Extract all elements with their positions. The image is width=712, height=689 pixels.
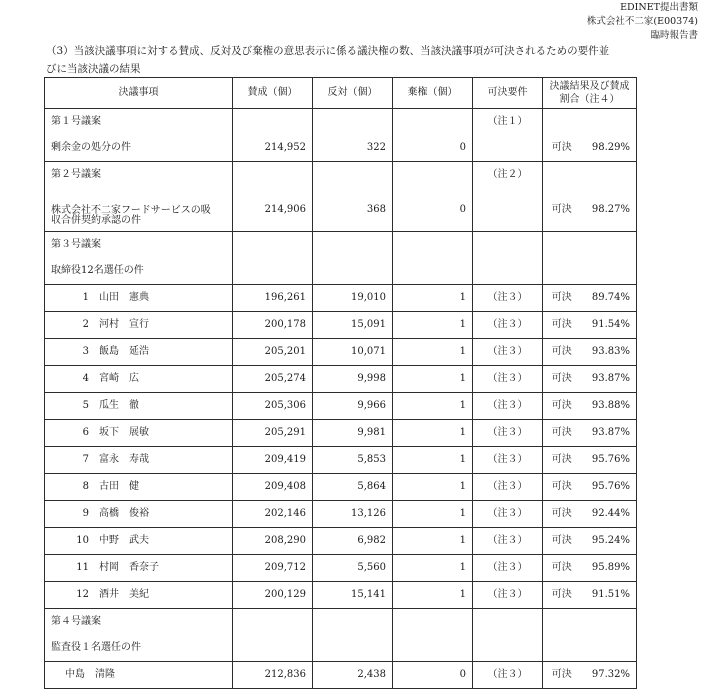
candidate-number: 11 <box>76 562 89 573</box>
candidate-cell <box>45 447 233 474</box>
candidate-cell <box>45 582 233 609</box>
candidate-result: 可決 <box>543 420 581 447</box>
candidate-against: 6,982 <box>313 528 393 555</box>
candidate-against: 5,560 <box>313 555 393 582</box>
proposal-1-for: 214,952 <box>233 135 313 162</box>
candidate-result: 可決 <box>543 339 581 366</box>
candidate-result: 可決 <box>543 393 581 420</box>
candidate-requirement: （注３） <box>473 582 543 609</box>
auditor-candidate-against: 2,438 <box>313 662 393 689</box>
proposal-3-label-row <box>45 232 637 259</box>
director-candidate-row <box>45 555 637 582</box>
candidate-cell <box>45 393 233 420</box>
candidate-for: 196,261 <box>233 285 313 312</box>
header-company: 株式会社不二家(E00374) <box>586 16 698 27</box>
candidate-abstain: 1 <box>393 420 473 447</box>
candidate-requirement: （注３） <box>473 420 543 447</box>
candidate-number: 12 <box>76 589 89 600</box>
header-abstain: 棄権（個） <box>393 78 473 109</box>
candidate-name: 坂下 展敏 <box>99 427 149 438</box>
candidate-for: 209,419 <box>233 447 313 474</box>
candidate-requirement: （注３） <box>473 366 543 393</box>
proposal-4-title: 監査役１名選任の件 <box>45 635 233 662</box>
candidate-pct: 93.87% <box>581 420 637 447</box>
candidate-result: 可決 <box>543 366 581 393</box>
candidate-for: 209,712 <box>233 555 313 582</box>
candidate-name: 村岡 香奈子 <box>99 562 159 573</box>
candidate-name: 河村 宣行 <box>99 319 149 330</box>
candidate-requirement: （注３） <box>473 528 543 555</box>
auditor-candidate-row <box>45 662 637 689</box>
candidate-abstain: 1 <box>393 339 473 366</box>
candidate-abstain: 1 <box>393 312 473 339</box>
candidate-result: 可決 <box>543 501 581 528</box>
candidate-pct: 93.87% <box>581 366 637 393</box>
header-against: 反対（個） <box>313 78 393 109</box>
voting-results-table <box>44 77 637 689</box>
candidate-cell <box>45 420 233 447</box>
auditor-candidate-result: 可決 <box>543 662 581 689</box>
candidate-cell <box>45 366 233 393</box>
candidate-for: 208,290 <box>233 528 313 555</box>
candidate-number: 10 <box>76 535 89 546</box>
candidate-result: 可決 <box>543 582 581 609</box>
candidate-abstain: 1 <box>393 447 473 474</box>
candidate-for: 205,291 <box>233 420 313 447</box>
candidate-abstain: 1 <box>393 501 473 528</box>
header-item: 決議事項 <box>45 78 233 109</box>
candidate-against: 5,864 <box>313 474 393 501</box>
header-result-line1: 決議結果及び賛成 <box>549 80 630 92</box>
proposal-2-title <box>45 188 233 232</box>
proposal-2-title-line1: 株式会社不二家フードサービスの吸 <box>51 205 211 216</box>
candidate-cell <box>45 312 233 339</box>
candidate-requirement: （注３） <box>473 501 543 528</box>
section-heading: （3）当該決議事項に対する賛成、反対及び棄権の意思表示に係る議決権の数、当該決議事項が可決されるための要件並 <box>46 45 610 57</box>
candidate-pct: 92.44% <box>581 501 637 528</box>
candidate-cell <box>45 555 233 582</box>
candidate-against: 15,091 <box>313 312 393 339</box>
candidate-against: 10,071 <box>313 339 393 366</box>
candidate-requirement: （注３） <box>473 393 543 420</box>
candidate-name: 宮崎 広 <box>99 373 139 384</box>
candidate-name: 中野 武夫 <box>99 535 149 546</box>
candidate-pct: 95.24% <box>581 528 637 555</box>
director-candidate-row <box>45 528 637 555</box>
candidate-cell <box>45 339 233 366</box>
candidate-against: 9,966 <box>313 393 393 420</box>
section-heading-cont: びに当該決議の結果 <box>46 63 141 75</box>
header-for: 賛成（個） <box>233 78 313 109</box>
candidate-for: 209,408 <box>233 474 313 501</box>
proposal-2-label-row <box>45 162 637 189</box>
candidate-cell <box>45 528 233 555</box>
header-requirement: 可決要件 <box>473 78 543 109</box>
candidate-for: 200,178 <box>233 312 313 339</box>
proposal-3-title-row <box>45 258 637 285</box>
candidate-abstain: 1 <box>393 528 473 555</box>
proposal-3-label: 第３号議案 <box>45 232 233 259</box>
proposal-2-row <box>45 188 637 232</box>
candidate-result: 可決 <box>543 447 581 474</box>
candidate-name: 高橋 俊裕 <box>99 508 149 519</box>
director-candidate-row <box>45 393 637 420</box>
candidate-result: 可決 <box>543 285 581 312</box>
proposal-2-title-line2: 収合併契約承認の件 <box>51 215 141 226</box>
auditor-candidate-name: 中島 清隆 <box>45 662 233 689</box>
director-candidate-row <box>45 582 637 609</box>
candidate-pct: 91.54% <box>581 312 637 339</box>
candidate-against: 9,981 <box>313 420 393 447</box>
header-result <box>543 78 637 109</box>
header-edinet-label: EDINET提出書類 <box>620 2 698 13</box>
candidate-number: 5 <box>82 400 89 411</box>
candidate-pct: 91.51% <box>581 582 637 609</box>
director-candidate-row <box>45 312 637 339</box>
candidate-for: 205,201 <box>233 339 313 366</box>
candidate-abstain: 1 <box>393 393 473 420</box>
candidate-name: 山田 憲典 <box>99 292 149 303</box>
proposal-2-result: 可決 <box>543 188 581 232</box>
candidate-abstain: 1 <box>393 366 473 393</box>
candidate-number: 4 <box>82 373 89 384</box>
candidate-requirement: （注３） <box>473 474 543 501</box>
candidate-pct: 95.89% <box>581 555 637 582</box>
candidate-for: 202,146 <box>233 501 313 528</box>
candidate-against: 19,010 <box>313 285 393 312</box>
auditor-candidate-requirement: （注３） <box>473 662 543 689</box>
director-candidate-row <box>45 366 637 393</box>
candidate-abstain: 1 <box>393 285 473 312</box>
candidate-cell <box>45 285 233 312</box>
candidate-against: 9,998 <box>313 366 393 393</box>
proposal-2-pct: 98.27% <box>581 188 637 232</box>
candidate-pct: 93.83% <box>581 339 637 366</box>
candidate-result: 可決 <box>543 312 581 339</box>
proposal-4-label: 第４号議案 <box>45 609 233 636</box>
candidate-result: 可決 <box>543 555 581 582</box>
proposal-1-row <box>45 135 637 162</box>
proposal-1-label: 第１号議案 <box>45 109 233 136</box>
candidate-number: 7 <box>82 454 89 465</box>
candidate-requirement: （注３） <box>473 555 543 582</box>
candidate-pct: 95.76% <box>581 474 637 501</box>
proposal-4-title-row <box>45 635 637 662</box>
candidate-name: 古田 健 <box>99 481 139 492</box>
proposal-3-title: 取締役12名選任の件 <box>45 258 233 285</box>
director-candidate-row <box>45 339 637 366</box>
candidate-number: 6 <box>82 427 89 438</box>
proposal-1-title: 剰余金の処分の件 <box>45 135 233 162</box>
candidate-number: 2 <box>82 319 89 330</box>
candidate-name: 酒井 美紀 <box>99 589 149 600</box>
proposal-2-abstain: 0 <box>393 188 473 232</box>
candidate-number: 8 <box>82 481 89 492</box>
candidate-requirement: （注３） <box>473 285 543 312</box>
table-header-row <box>45 78 637 109</box>
candidate-pct: 95.76% <box>581 447 637 474</box>
candidate-requirement: （注３） <box>473 339 543 366</box>
director-candidate-row <box>45 501 637 528</box>
proposal-1-abstain: 0 <box>393 135 473 162</box>
candidate-against: 5,853 <box>313 447 393 474</box>
proposal-2-against: 368 <box>313 188 393 232</box>
candidate-abstain: 1 <box>393 582 473 609</box>
director-candidate-row <box>45 420 637 447</box>
proposal-2-requirement: （注２） <box>473 162 543 232</box>
candidate-result: 可決 <box>543 474 581 501</box>
proposal-1-pct: 98.29% <box>581 135 637 162</box>
candidate-cell <box>45 501 233 528</box>
candidate-requirement: （注３） <box>473 312 543 339</box>
director-candidate-row <box>45 285 637 312</box>
proposal-1-against: 322 <box>313 135 393 162</box>
candidate-cell <box>45 474 233 501</box>
auditor-candidate-pct: 97.32% <box>581 662 637 689</box>
candidate-name: 富永 寿哉 <box>99 454 149 465</box>
director-candidate-row <box>45 474 637 501</box>
director-candidates <box>45 285 637 609</box>
proposal-1-label-row <box>45 109 637 136</box>
candidate-for: 200,129 <box>233 582 313 609</box>
candidate-result: 可決 <box>543 528 581 555</box>
director-candidate-row <box>45 447 637 474</box>
proposal-1-requirement: （注１） <box>473 109 543 162</box>
auditor-candidate-abstain: 0 <box>393 662 473 689</box>
proposal-4-label-row <box>45 609 637 636</box>
candidate-name: 飯島 延浩 <box>99 346 149 357</box>
candidate-against: 15,141 <box>313 582 393 609</box>
candidate-name: 瓜生 徹 <box>99 400 139 411</box>
candidate-against: 13,126 <box>313 501 393 528</box>
header-report-type: 臨時報告書 <box>650 30 698 41</box>
candidate-pct: 89.74% <box>581 285 637 312</box>
proposal-1-result: 可決 <box>543 135 581 162</box>
candidate-number: 1 <box>82 292 89 303</box>
header-result-line2: 割合（注４） <box>559 94 620 105</box>
candidate-for: 205,306 <box>233 393 313 420</box>
candidate-number: 9 <box>82 508 89 519</box>
candidate-pct: 93.88% <box>581 393 637 420</box>
candidate-abstain: 1 <box>393 474 473 501</box>
candidate-requirement: （注３） <box>473 447 543 474</box>
auditor-candidate-for: 212,836 <box>233 662 313 689</box>
proposal-2-for: 214,906 <box>233 188 313 232</box>
proposal-2-label: 第２号議案 <box>45 162 233 189</box>
candidate-for: 205,274 <box>233 366 313 393</box>
candidate-number: 3 <box>82 346 89 357</box>
candidate-abstain: 1 <box>393 555 473 582</box>
